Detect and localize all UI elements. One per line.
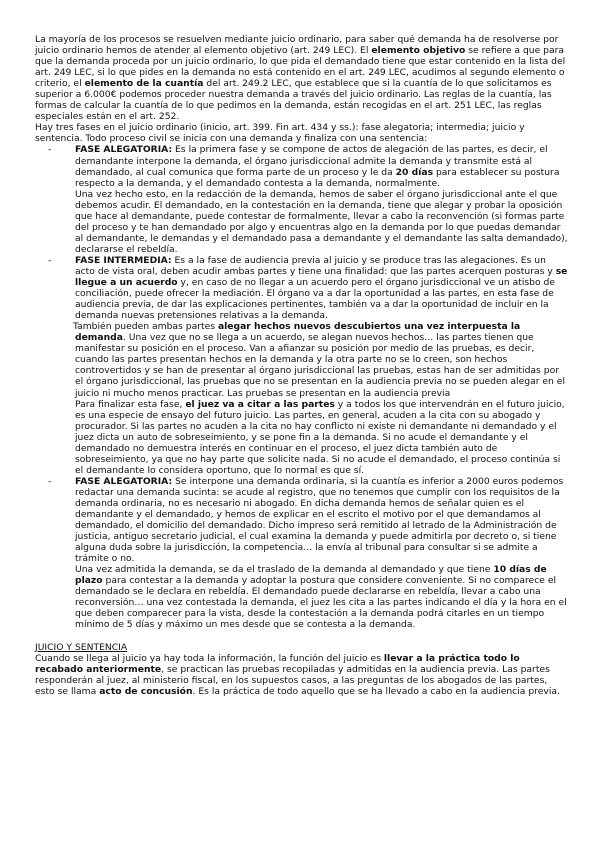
bold-text: acto de concusión	[99, 685, 193, 697]
bold-text: se llegue a un acuerdo	[75, 265, 568, 289]
text-run: , se practican las pruebas recopiladas y admitidas en la audiencia previa. Las partes responderán al juez, al ministerio fiscal, en los supuestos casos, a las preguntas de los abogados de las partes, esto se llama	[35, 663, 550, 697]
bold-text: elemento de la cuantía	[84, 78, 204, 90]
bold-text: elemento objetivo	[371, 45, 466, 57]
text-run: Se interpone una demanda ordinaria, si la cuantía es inferior a 2000 euros podemos redactar una demanda sucinta: se acude al registro, que no tenemos que cumplir con los requisitos de la demanda ordinaria, no es necesario ni abogado. En dicha demanda hemos de señalar quien es el demandante y el demandado, y hemos de explicar en el escrito el motivo por el que demandamos al demandado, el domicilio del demandado. Dicho impreso será remitido al letrado de la Administración de justicia, antiguo secretario judicial, el cual examina la demanda y puede admitirla por decreto o, si tiene alguna duda sobre la jurisdicción, la competencia… la envía al tribunal para consultar si se admite a trámite o no.	[75, 475, 564, 565]
phase-paragraph	[75, 144, 568, 188]
bold-text: 20 días	[395, 166, 434, 178]
bullet-marker: -	[48, 475, 52, 487]
phase-item-alegatoria	[35, 144, 568, 254]
bullet-marker: -	[48, 144, 52, 156]
bold-text: FASE ALEGATORIA:	[75, 144, 173, 156]
text-run: . Una vez que no se llega a un acuerdo, se alegan nuevos hechos… las partes tienen que manifestar su posición en el proceso. Van a afianzar su posición por medio de las pruebas, es decir, cuando las partes presentan hechos en la demanda y la otra parte no se lo creen, son hechos controvertidos y se han de presentar al órgano jurisdiccional las pruebas, estas han de ser admitidas por el órgano jurisdiccional, las pruebas que no se presentan en la audiencia previa no se pueden alegar en el juicio ni mucho menos practicar. Las pruebas se presentan en la audiencia previa	[75, 332, 566, 399]
phase-paragraph	[75, 189, 568, 255]
text-run: Una vez admitida la demanda, se da el traslado de la demanda al demandado y que tiene	[75, 564, 494, 576]
bold-text: 10 días de plazo	[75, 564, 547, 587]
text-run: . Es la práctica de todo aquello que se ha llevado a cabo en la audiencia previa.	[192, 685, 560, 697]
phase-paragraph	[75, 564, 568, 630]
text-run: y a todos los que intervendrán en el futuro juicio, es una especie de ensayo del futuro juicio. Las partes, en general, acuden a la cita con su abogado y procurador. Si las partes no acuden a la cita no hay conflicto ni existe ni demandante ni demandado y el juez dicta un auto de sobreseimiento, y se pone fin a la demanda. Si no acude el demandante y el demandado no demuestra interés en continuar en el proceso, el juez dicta también auto de sobreseimiento, ya que no hay parte que solicite nada. Si no acude el demandado, el proceso continúa si el demandante lo considera oportuno, que lo normal es que sí.	[75, 398, 565, 476]
section-title: JUICIO Y SENTENCIA	[35, 641, 128, 653]
text-run: para establecer su postura respecto a la demanda, y el demandado contesta a la demanda, normalmente.	[75, 166, 560, 189]
phases-intro: Hay tres fases en el juicio ordinario (inicio, art. 399. Fin art. 434 y ss.): fase alegatoria; intermedia; juicio y sentencia. Todo proceso civil se inicia con una demanda y finaliza con una sentencia:	[35, 122, 525, 145]
text-run: para contestar a la demanda y adoptar la postura que considere conveniente. Si no comparece el demandado se le declara en rebeldía. El demandado puede declararse en rebeldía, llevar a cabo una reconversión… una vez contestada la demanda, el juez les cita a las partes indicando el día y la hora en el que deben comparecer para la vista, desde la contestación a la demanda podrá citarles en un tiempo mínimo de 5 días y máximo un mes desde que se contesta a la demanda.	[75, 575, 567, 631]
text-run: Es la primera fase y se compone de actos de alegación de las partes, es decir, el demandante interpone la demanda, el órgano jurisdiccional admite la demanda y transmite está al demandado, al cual comunica que forma parte de un proceso y le da	[75, 144, 548, 178]
phase-item-alegatoria-2	[35, 476, 568, 631]
text-run: También pueden ambas partes	[73, 321, 218, 333]
phases-list	[35, 144, 568, 630]
text-run: Es a la fase de audiencia previa al juicio y se produce tras las alegaciones. Es un acto de vista oral, deben acudir ambas partes y tiene una finalidad: que las partes acerquen posturas y	[75, 254, 556, 277]
bullet-marker: -	[48, 254, 52, 266]
final-paragraph	[35, 653, 568, 697]
bold-text: llevar a la práctica todo lo recabado anteriormente	[35, 652, 520, 675]
text-run: se refiere a que para que la demanda proceda por un juicio ordinario, lo que pida el demandado tiene que estar contenido en la lista del art. 249 LEC, si lo que pides en la demanda no está contenido en el art. 249 LEC, acudimos al segundo elemento o criterio, el	[35, 45, 566, 90]
intro-paragraph	[35, 34, 568, 122]
text-run: Para finalizar esta fase,	[75, 398, 186, 410]
bold-text: alegar hechos nuevos descubiertos una vez interpuesta la demanda	[75, 321, 521, 344]
phase-paragraph	[75, 476, 568, 564]
text-run: del art. 249.2 LEC, que establece que si la cuantía de lo que solicitamos es superior a 6.000€ podemos proceder nuestra demanda a través del juicio ordinario. Las reglas de la cuantía, las formas de calcular la cuantía de lo que pedimos en la demanda, están recogidas en el art. 251 LEC, las reglas especiales están en el art. 252.	[35, 78, 552, 123]
text-run: Cuando se llega al juicio ya hay toda la información, la función del juicio es	[35, 652, 384, 664]
phase-paragraph	[75, 321, 568, 398]
text-run: La mayoría de los procesos se resuelven mediante juicio ordinario, para saber qué demanda ha de resolverse por juicio ordinario hemos de atender al elemento objetivo (art. 249 LEC). El	[35, 34, 559, 57]
text-run: y, en caso de no llegar a un acuerdo pero el órgano jurisdiccional ve un atisbo de conciliación, puede ofrecer la mediación. El órgano va a dar la oportunidad a las partes, en esta fase de audiencia previa, de dar las explicaciones pertinentes, también va a dar la oportunidad de incluir en la demanda nuevas pretensiones relativas a la demanda.	[75, 277, 556, 322]
bold-text: el juez va a citar a las partes	[185, 398, 335, 410]
document-page	[35, 34, 568, 697]
phase-paragraph	[75, 399, 568, 476]
phase-item-intermedia	[35, 255, 568, 476]
bold-text: FASE ALEGATORIA:	[75, 475, 173, 487]
phase-paragraph	[75, 255, 568, 321]
bold-text: FASE INTERMEDIA:	[75, 254, 172, 266]
text-run: Una vez hecho esto, en la redacción de la demanda, hemos de saber el órgano jurisdiccional ante el que debemos acudir. El demandado, en la contestación en la demanda, tiene que alegar y probar la oposición que hace al demandante, puede contestar de formalmente, llevar a cabo la reconvención (si formas parte del proceso y te han demandado por algo y encuentras algo en la demanda por lo que puedas demandar al demandante, le demandas y el demandado pasa a demandante y el demandante las salta demandado), declararse el rebeldía.	[75, 188, 568, 255]
